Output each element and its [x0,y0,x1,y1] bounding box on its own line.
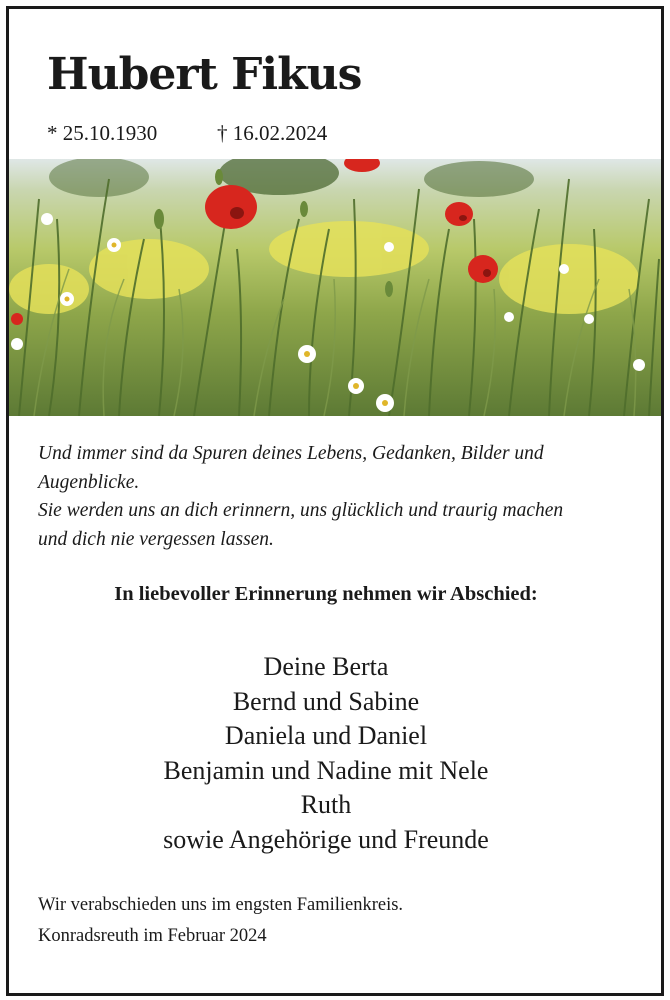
deceased-name: Hubert Fikus [47,49,362,100]
mourners-list [0,650,652,857]
quote-line: Sie werden uns an dich erinnern, uns glücklich und traurig machen [38,500,564,521]
mourner-entry: Benjamin und Nadine mit Nele [163,755,489,785]
mourner-entry: Ruth [300,790,352,819]
mourner-entry: Daniela und Daniel [224,721,428,750]
mourner-entry: Bernd und Sabine [232,686,420,716]
quote-line: Augenblicke. [38,471,140,493]
memorial-quote [38,440,618,554]
poppy-meadow-photo [9,159,661,416]
footer-line: Konradsreuth im Februar 2024 [38,926,267,946]
birth-date: * 25.10.1930 [47,121,158,145]
mourner-entry: Deine Berta [263,652,389,681]
death-date: † 16.02.2024 [217,121,328,145]
mourner-entry: sowie Angehörige und Freunde [163,824,489,854]
footer-line: Wir verabschieden uns im engsten Familienkreis. [38,895,404,915]
quote-line: Und immer sind da Spuren deines Lebens, Gedanken, Bilder und [38,443,544,464]
quote-line: und dich nie vergessen lassen. [38,528,274,550]
farewell-heading: In liebevoller Erinnerung nehmen wir Abschied: [114,583,538,605]
footer-note [38,890,618,952]
